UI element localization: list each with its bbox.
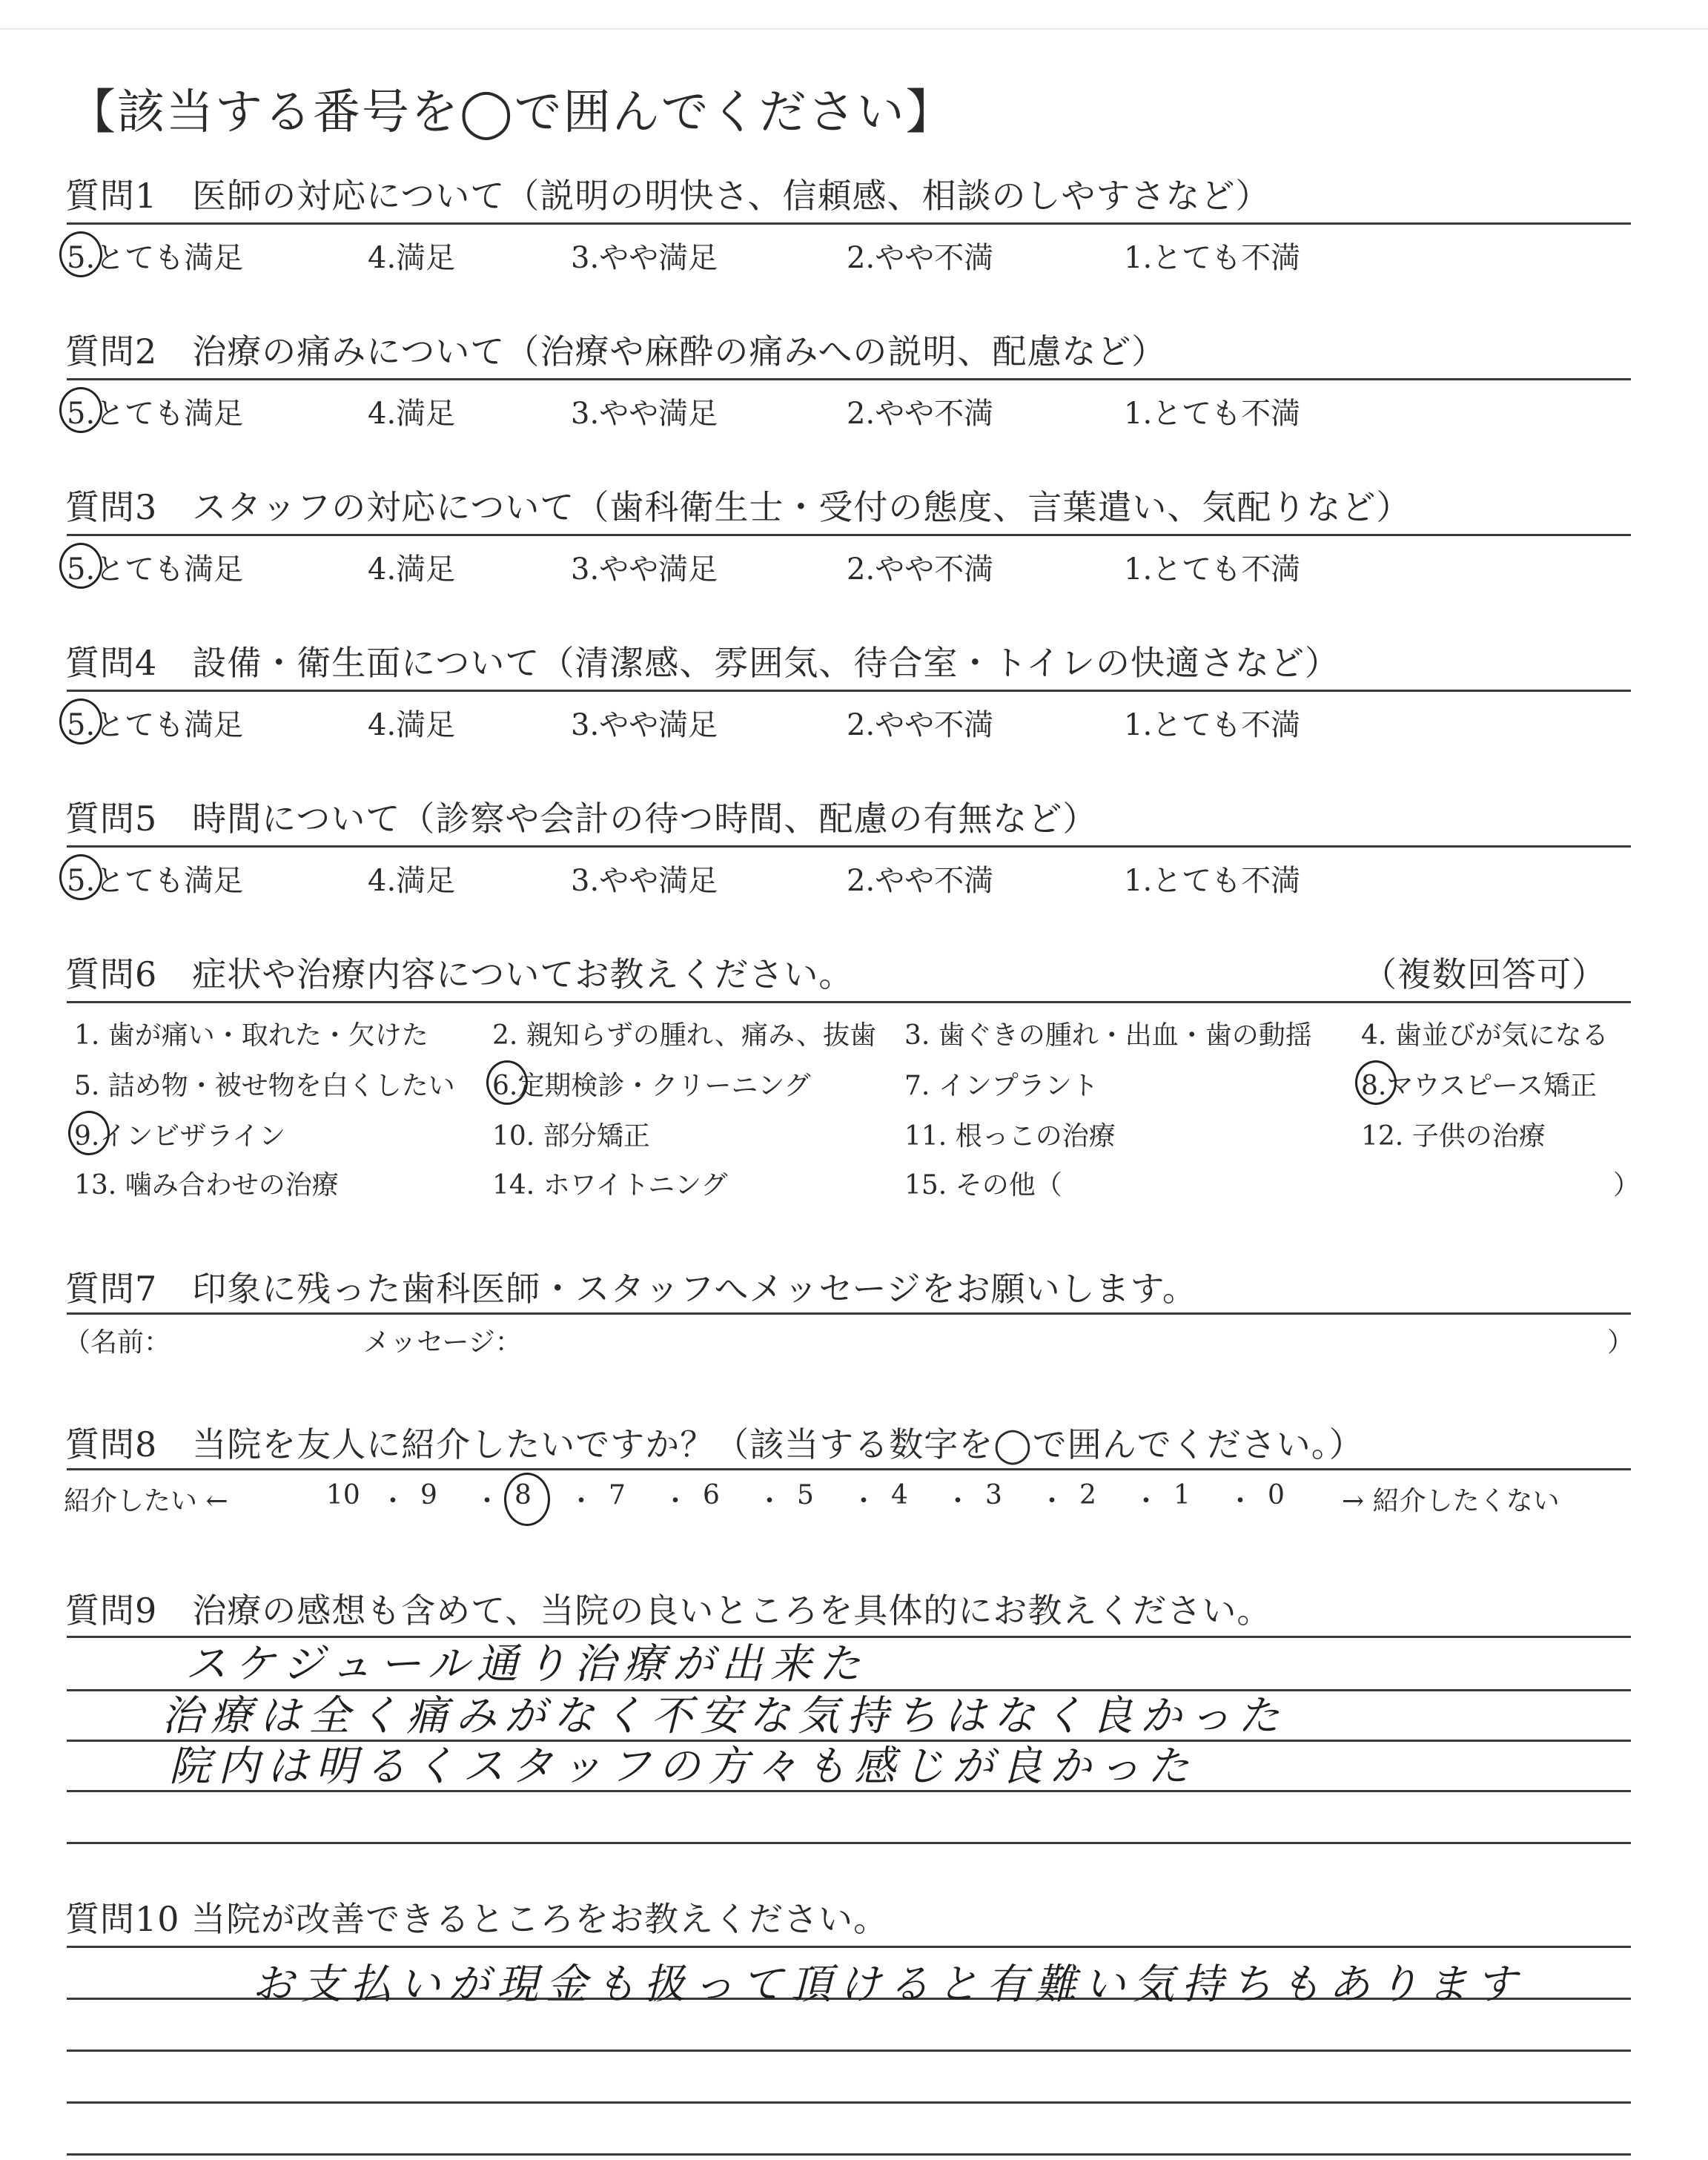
q6-note: （複数回答可） xyxy=(1363,954,1606,994)
q3-option-5[interactable]: 5.とても満足 xyxy=(67,552,244,587)
q2-title: 質問2 治療の痛みについて（治療や麻酔の痛みへの説明、配慮など） xyxy=(65,331,1167,371)
q8-separator-dot: ・ xyxy=(850,1486,878,1516)
q4-title: 質問4 設備・衛生面について（清潔感、雰囲気、待合室・トイレの快適さなど） xyxy=(65,643,1340,683)
q6-option-13[interactable]: 13. 噛み合わせの治療 xyxy=(74,1170,339,1200)
q8-selection-circle xyxy=(504,1473,550,1526)
q8-scale-8[interactable]: 8 xyxy=(514,1480,532,1510)
q6-option-1[interactable]: 1. 歯が痛い・取れた・欠けた xyxy=(74,1020,428,1051)
q5-option-5[interactable]: 5.とても満足 xyxy=(67,864,244,898)
q8-separator-dot: ・ xyxy=(568,1486,595,1516)
q8-scale-9[interactable]: 9 xyxy=(420,1480,437,1510)
q4-option-3[interactable]: 3.やや満足 xyxy=(571,708,718,742)
q3-option-2[interactable]: 2.やや不満 xyxy=(847,552,994,587)
q3-title: 質問3 スタッフの対応について（歯科衛生士・受付の態度、言葉遣い、気配りなど） xyxy=(65,487,1411,527)
q8-separator-dot: ・ xyxy=(944,1486,972,1516)
q8-separator-dot: ・ xyxy=(662,1486,689,1516)
q6-option-16[interactable]: ） xyxy=(1613,1170,1641,1200)
q5-option-3[interactable]: 3.やや満足 xyxy=(571,864,718,898)
form-header: 【該当する番号を◯で囲んでください】 xyxy=(68,85,955,140)
q1-title: 質問1 医師の対応について（説明の明快さ、信頼感、相談のしやすさなど） xyxy=(65,176,1271,216)
q2-option-1[interactable]: 1.とても不満 xyxy=(1124,397,1301,431)
q7-rule xyxy=(67,1312,1631,1315)
q6-option-9[interactable]: 9.インビザライン xyxy=(74,1121,286,1152)
q3-option-1[interactable]: 1.とても不満 xyxy=(1124,552,1301,587)
q5-option-2[interactable]: 2.やや不満 xyxy=(847,864,994,898)
q8-separator-dot: ・ xyxy=(474,1486,501,1516)
q6-option-4[interactable]: 4. 歯並びが気になる xyxy=(1361,1020,1609,1051)
q10-title: 質問10 当院が改善できるところをお教えください。 xyxy=(65,1899,889,1939)
q1-rule xyxy=(67,222,1631,225)
q1-option-2[interactable]: 2.やや不満 xyxy=(847,241,994,275)
q6-option-8[interactable]: 8.マウスピース矯正 xyxy=(1361,1071,1598,1101)
q6-option-7[interactable]: 7. インプラント xyxy=(904,1071,1099,1101)
q6-rule xyxy=(67,1001,1631,1003)
q6-option-3[interactable]: 3. 歯ぐきの腫れ・出血・歯の動揺 xyxy=(904,1020,1312,1051)
q6-selection-circle-6 xyxy=(486,1060,528,1105)
q4-option-5[interactable]: 5.とても満足 xyxy=(67,708,244,742)
q6-option-10[interactable]: 10. 部分矯正 xyxy=(492,1121,650,1152)
q2-option-3[interactable]: 3.やや満足 xyxy=(571,397,718,431)
q8-title: 質問8 当院を友人に紹介したいですか？（該当する数字を◯で囲んでください。） xyxy=(65,1424,1364,1464)
q4-selection-circle xyxy=(59,698,102,744)
q8-scale-3[interactable]: 3 xyxy=(985,1480,1002,1510)
q6-option-14[interactable]: 14. ホワイトニング xyxy=(492,1170,728,1200)
q6-selection-circle-8 xyxy=(1355,1060,1397,1105)
q8-scale-10[interactable]: 10 xyxy=(326,1480,360,1510)
q5-option-4[interactable]: 4.満足 xyxy=(368,864,456,898)
q6-option-2[interactable]: 2. 親知らずの腫れ、痛み、抜歯 xyxy=(492,1020,877,1051)
q4-option-4[interactable]: 4.満足 xyxy=(368,708,456,742)
q3-selection-circle xyxy=(59,543,102,589)
q5-option-1[interactable]: 1.とても不満 xyxy=(1124,864,1301,898)
q8-scale-1[interactable]: 1 xyxy=(1174,1480,1191,1510)
q7-title: 質問7 印象に残った歯科医師・スタッフへメッセージをお願いします。 xyxy=(65,1269,1197,1309)
q5-rule xyxy=(67,845,1631,848)
q8-scale-7[interactable]: 7 xyxy=(609,1480,626,1510)
q9-rule-5 xyxy=(67,1842,1631,1844)
q8-separator-dot: ・ xyxy=(380,1486,407,1516)
q2-rule xyxy=(67,378,1631,380)
q9-answer-1: スケジュール通り治療が出来た xyxy=(185,1640,868,1688)
q8-scale-5[interactable]: 5 xyxy=(797,1480,814,1510)
q3-option-4[interactable]: 4.満足 xyxy=(368,552,456,587)
q4-option-2[interactable]: 2.やや不満 xyxy=(847,708,994,742)
q8-scale-2[interactable]: 2 xyxy=(1079,1480,1096,1510)
q5-selection-circle xyxy=(59,854,102,900)
q6-option-5[interactable]: 5. 詰め物・被せ物を白くしたい xyxy=(74,1071,455,1101)
q2-option-5[interactable]: 5.とても満足 xyxy=(67,397,244,431)
scan-edge xyxy=(0,28,1708,30)
q10-rule-5 xyxy=(67,2153,1631,2156)
q3-rule xyxy=(67,534,1631,536)
q2-option-2[interactable]: 2.やや不満 xyxy=(847,397,994,431)
q1-option-5[interactable]: 5.とても満足 xyxy=(67,241,244,275)
q8-scale-6[interactable]: 6 xyxy=(703,1480,720,1510)
q9-answer-2: 治療は全く痛みがなく不安な気持ちはなく良かった xyxy=(162,1692,1287,1740)
q8-scale-0[interactable]: 0 xyxy=(1268,1480,1285,1510)
q10-rule-4 xyxy=(67,2101,1631,2104)
q6-option-11[interactable]: 11. 根っこの治療 xyxy=(904,1121,1116,1152)
q10-answer-1: お支払いが現金も扱って頂けると有難い気持ちもあります xyxy=(252,1961,1524,2009)
q1-option-1[interactable]: 1.とても不満 xyxy=(1124,241,1301,275)
q6-title: 質問6 症状や治療内容についてお教えください。 xyxy=(65,954,854,994)
q7-close: ） xyxy=(1607,1327,1635,1358)
q8-left-label: 紹介したい ← xyxy=(64,1486,228,1516)
q8-rule xyxy=(67,1468,1631,1470)
q8-separator-dot: ・ xyxy=(1133,1486,1160,1516)
q6-option-15[interactable]: 15. その他（ xyxy=(904,1170,1062,1200)
q3-option-3[interactable]: 3.やや満足 xyxy=(571,552,718,587)
q8-separator-dot: ・ xyxy=(756,1486,784,1516)
q6-selection-circle-9 xyxy=(68,1111,110,1155)
q8-scale-4[interactable]: 4 xyxy=(891,1480,908,1510)
q10-rule-3 xyxy=(67,2050,1631,2052)
q4-rule xyxy=(67,690,1631,692)
q2-selection-circle xyxy=(59,387,102,433)
q4-option-1[interactable]: 1.とても不満 xyxy=(1124,708,1301,742)
q10-rule-1 xyxy=(67,1946,1631,1948)
q9-answer-3: 院内は明るくスタッフの方々も感じが良かった xyxy=(169,1743,1196,1791)
q2-option-4[interactable]: 4.満足 xyxy=(368,397,456,431)
q6-option-12[interactable]: 12. 子供の治療 xyxy=(1361,1121,1546,1152)
q1-option-3[interactable]: 3.やや満足 xyxy=(571,241,718,275)
q8-separator-dot: ・ xyxy=(1227,1486,1254,1516)
q9-title: 質問9 治療の感想も含めて、当院の良いところを具体的にお教えください。 xyxy=(65,1591,1272,1631)
q7-name-label: （名前： xyxy=(64,1327,171,1358)
q7-message-label: メッセージ： xyxy=(363,1327,522,1358)
q5-title: 質問5 時間について（診察や会計の待つ時間、配慮の有無など） xyxy=(65,799,1098,839)
q1-option-4[interactable]: 4.満足 xyxy=(368,241,456,275)
q6-option-6[interactable]: 6.定期検診・クリーニング xyxy=(492,1071,811,1101)
q1-selection-circle xyxy=(59,231,102,277)
q8-separator-dot: ・ xyxy=(1039,1486,1066,1516)
q8-right-label: → 紹介したくない xyxy=(1342,1486,1560,1516)
